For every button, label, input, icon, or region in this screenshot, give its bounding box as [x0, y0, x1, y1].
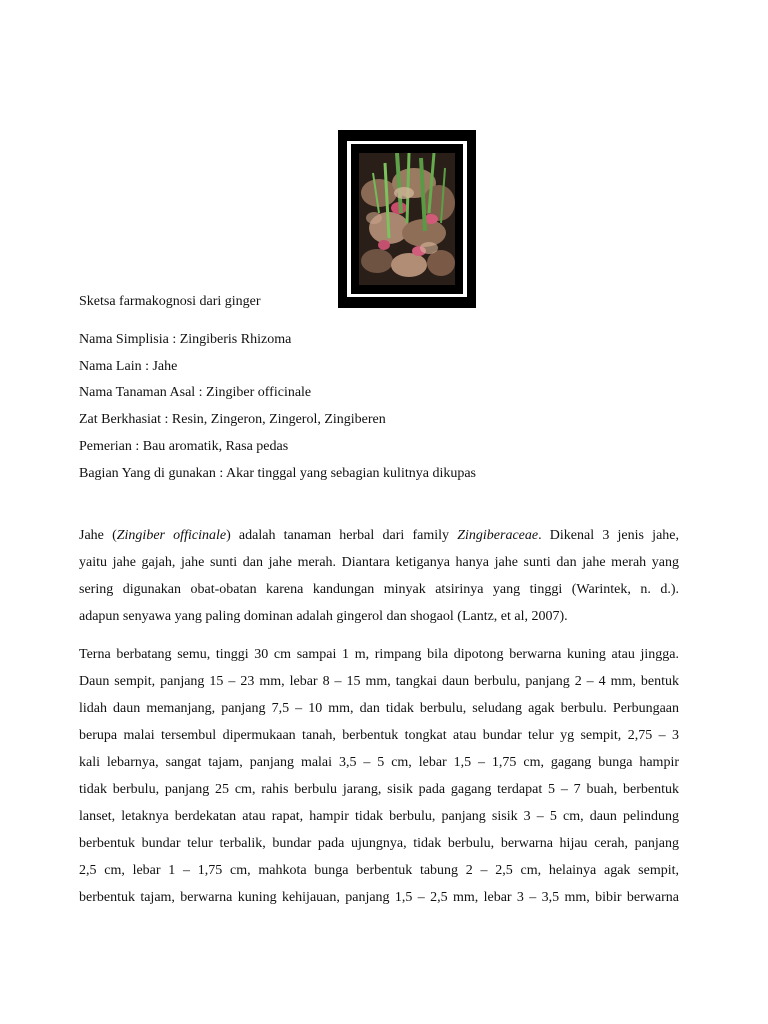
paragraph-line: lanset, letaknya berdekatan atau rapat, hampir tidak berbulu, panjang sisik 3 – 5 cm, daun pelindung	[79, 809, 679, 824]
ginger-photo-frame	[338, 130, 476, 308]
meta-nama-tanaman-asal: Nama Tanaman Asal : Zingiber officinale	[79, 385, 312, 400]
scientific-name: Zingiber officinale	[116, 528, 227, 543]
meta-nama-simplisia: Nama Simplisia : Zingiberis Rhizoma	[79, 332, 292, 347]
paragraph-line: kali lebarnya, sangat tajam, panjang malai 3,5 – 5 cm, lebar 1,5 – 1,75 cm, gagang bunga hampir	[79, 755, 679, 770]
paragraph-intro-line-2: yaitu jahe gajah, jahe sunti dan jahe merah. Diantara ketiganya hanya jahe sunti dan jahe merah yang	[79, 555, 679, 570]
paragraph-line: berupa malai tersembul dipermukaan tanah, berbentuk tongkat atau bundar telur yg sempit, 2,75 – 3	[79, 728, 679, 743]
paragraph-line: Terna berbatang semu, tinggi 30 cm sampai 1 m, rimpang bila dipotong berwarna kuning atau jingga.	[79, 647, 679, 662]
text-span: Jahe (	[79, 528, 117, 543]
paragraph-line: 2,5 cm, lebar 1 – 1,75 cm, mahkota bunga berbentuk tabung 2 – 2,5 cm, helainya agak sempit,	[79, 863, 679, 878]
paragraph-line: berbentuk tajam, berwarna kuning kehijauan, panjang 1,5 – 2,5 mm, lebar 3 – 3,5 mm, bibir berwarna	[79, 890, 679, 905]
ginger-photo	[359, 153, 455, 285]
text-span: ) adalah tanaman herbal dari family	[226, 528, 458, 543]
meta-pemerian: Pemerian : Bau aromatik, Rasa pedas	[79, 439, 289, 454]
meta-bagian-digunakan: Bagian Yang di gunakan : Akar tinggal yang sebagian kulitnya dikupas	[79, 466, 476, 481]
figure-caption: Sketsa farmakognosi dari ginger	[79, 294, 261, 309]
photo-inner-border	[351, 144, 463, 294]
paragraph-intro-line-3: sering digunakan obat-obatan karena kandungan minyak atsirinya yang tinggi (Warintek, n. d.).	[79, 582, 679, 597]
text-span: . Dikenal 3 jenis jahe,	[538, 528, 679, 543]
paragraph-line: lidah daun memanjang, panjang 7,5 – 10 mm, dan tidak berbulu, seludang agak berbulu. Perbungaan	[79, 701, 679, 716]
paragraph-description	[79, 641, 679, 911]
paragraph-intro	[79, 522, 679, 630]
paragraph-line: tidak berbulu, panjang 25 cm, rahis berbulu jarang, sisik pada gagang terdapat 5 – 7 buah, berbentuk	[79, 782, 679, 797]
paragraph-line: berbentuk bundar telur terbalik, bundar pada ujungnya, tidak berbulu, berwarna hijau cerah, panjang	[79, 836, 679, 851]
paragraph-line: Daun sempit, panjang 15 – 23 mm, lebar 8 – 15 mm, tangkai daun berbulu, panjang 2 – 4 mm, bentuk	[79, 674, 679, 689]
ginger-photo-image	[359, 153, 455, 285]
meta-nama-lain: Nama Lain : Jahe	[79, 359, 178, 374]
paragraph-intro-line-1	[79, 522, 679, 549]
family-name: Zingiberaceae	[457, 528, 539, 543]
paragraph-intro-line-4: adapun senyawa yang paling dominan adalah gingerol dan shogaol (Lantz, et al, 2007).	[79, 609, 568, 624]
meta-zat-berkhasiat: Zat Berkhasiat : Resin, Zingeron, Zingerol, Zingiberen	[79, 412, 386, 427]
